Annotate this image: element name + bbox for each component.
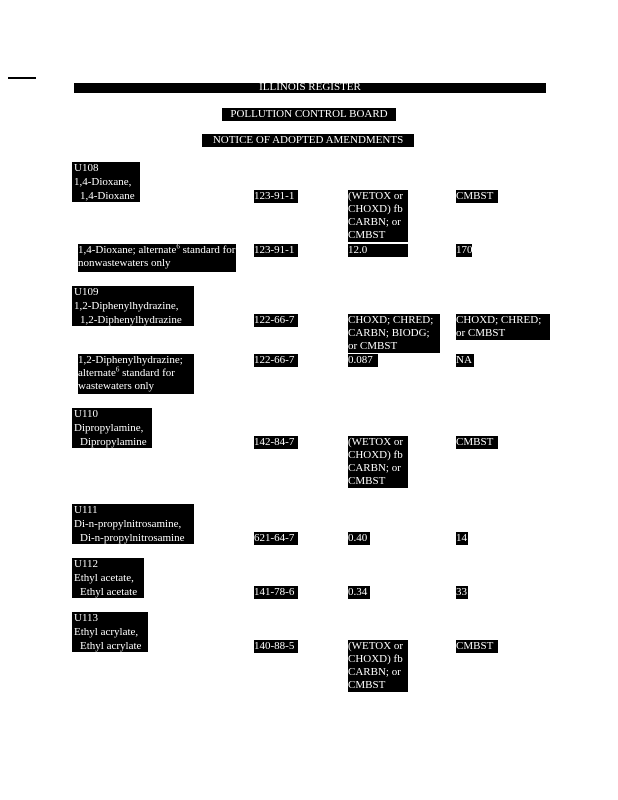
waste-code: U113 xyxy=(74,612,99,624)
nonwastewater-standard: CHOXD; CHRED; or CMBST xyxy=(456,314,550,340)
waste-code: U110 xyxy=(74,408,99,420)
cas-number: 142-84-7 xyxy=(254,436,298,449)
constituent-name-alternate: 1,2-Diphenylhydrazine; alternate$^6$ standard for wastewaters only xyxy=(78,354,194,394)
waste-code: U112 xyxy=(74,558,99,570)
cas-number: 123-91-1 xyxy=(254,190,298,203)
wastewater-standard: 0.087 xyxy=(348,354,378,367)
nonwastewater-standard: CMBST xyxy=(456,436,498,449)
wastewater-standard: 0.40 xyxy=(348,532,370,545)
cas-number: 122-66-7 xyxy=(254,354,298,367)
waste-group-name: Ethyl acrylate, xyxy=(74,626,139,638)
wastewater-standard: (WETOX or CHOXD) fb CARBN; or CMBST xyxy=(348,640,408,692)
constituent-name: 1,4-Dioxane xyxy=(80,190,135,202)
nonwastewater-standard: CMBST xyxy=(456,640,498,653)
board-title: POLLUTION CONTROL BOARD xyxy=(222,108,396,121)
wastewater-standard: (WETOX or CHOXD) fb CARBN; or CMBST xyxy=(348,436,408,488)
notice-title: NOTICE OF ADOPTED AMENDMENTS xyxy=(202,134,414,147)
nonwastewater-standard: CMBST xyxy=(456,190,498,203)
cas-number: 140-88-5 xyxy=(254,640,298,653)
cas-number: 123-91-1 xyxy=(254,244,298,257)
nonwastewater-standard: 170 xyxy=(456,244,473,256)
constituent-name: Ethyl acrylate xyxy=(80,640,142,652)
cas-number: 122-66-7 xyxy=(254,314,298,327)
cas-number: 141-78-6 xyxy=(254,586,298,599)
constituent-name: Dipropylamine xyxy=(80,436,147,448)
waste-code: U109 xyxy=(74,286,99,298)
wastewater-standard: 0.34 xyxy=(348,586,370,599)
nonwastewater-standard: 14 xyxy=(456,532,467,544)
constituent-name-alternate: 1,4-Dioxane; alternate$^6$ standard for nonwastewaters only xyxy=(78,244,236,272)
constituent-name: 1,2-Diphenylhydrazine xyxy=(80,314,182,326)
cas-number: 621-64-7 xyxy=(254,532,298,545)
nonwastewater-standard: 33 xyxy=(456,586,467,598)
waste-code: U108 xyxy=(74,162,99,174)
waste-group-name: Ethyl acetate, xyxy=(74,572,134,584)
constituent-name: Ethyl acetate xyxy=(80,586,138,598)
register-title: ILLINOIS REGISTER xyxy=(259,81,361,93)
waste-group-name: Di-n-propylnitrosamine, xyxy=(74,518,182,530)
wastewater-standard: CHOXD; CHRED; CARBN; BIODG; or CMBST xyxy=(348,314,440,353)
nonwastewater-standard: NA xyxy=(456,354,474,367)
constituent-name: Di-n-propylnitrosamine xyxy=(80,532,185,544)
waste-code: U111 xyxy=(74,504,98,516)
waste-group-name: 1,4-Dioxane, xyxy=(74,176,132,188)
wastewater-standard: (WETOX or CHOXD) fb CARBN; or CMBST xyxy=(348,190,408,242)
wastewater-standard: 12.0 xyxy=(348,244,408,257)
waste-group-name: Dipropylamine, xyxy=(74,422,144,434)
waste-group-name: 1,2-Diphenylhydrazine, xyxy=(74,300,179,312)
margin-mark xyxy=(8,77,36,79)
